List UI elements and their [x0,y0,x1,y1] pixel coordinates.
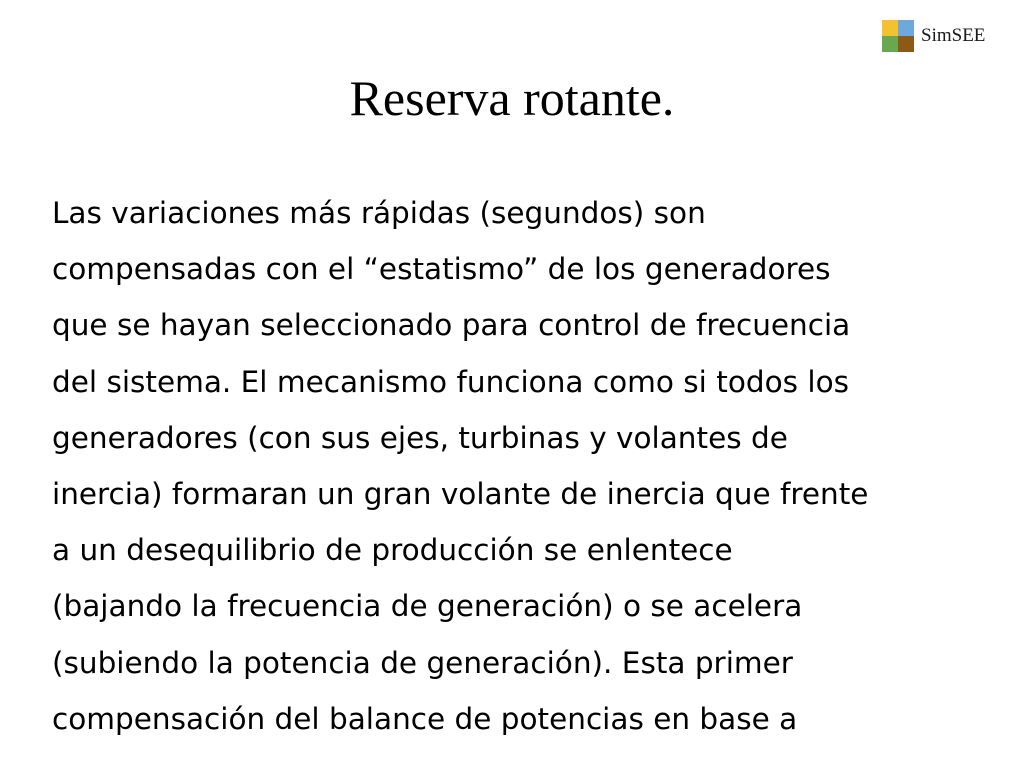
logo-square-yellow [882,20,898,36]
logo-square-green [882,36,898,52]
logo-square-brown [898,36,914,52]
body-line: a un desequilibrio de producción se enlentece [52,533,733,568]
slide-title: Reserva rotante. [349,70,675,126]
body-line: (subiendo la potencia de generación). Esta primer [52,645,793,680]
simsee-logo [882,20,985,52]
logo-square-blue [898,20,914,36]
body-line: compensadas con el “estatismo” de los generadores [52,252,831,287]
body-line: que se hayan seleccionado para control de frecuencia [52,308,851,343]
body-line: Las variaciones más rápidas (segundos) son [52,196,706,230]
body-line: del sistema. El mecanismo funciona como si todos los [52,364,850,399]
body-line: (bajando la frecuencia de generación) o se acelera [52,589,803,624]
body-line: inercia) formaran un gran volante de inercia que frente [52,477,869,512]
logo-text: SimSEE [921,25,986,46]
simsee-logo-icon [882,20,914,52]
slide-body [52,185,1002,747]
body-line: compensación del balance de potencias en base a [52,701,798,736]
body-line: generadores (con sus ejes, turbinas y volantes de [52,420,788,455]
